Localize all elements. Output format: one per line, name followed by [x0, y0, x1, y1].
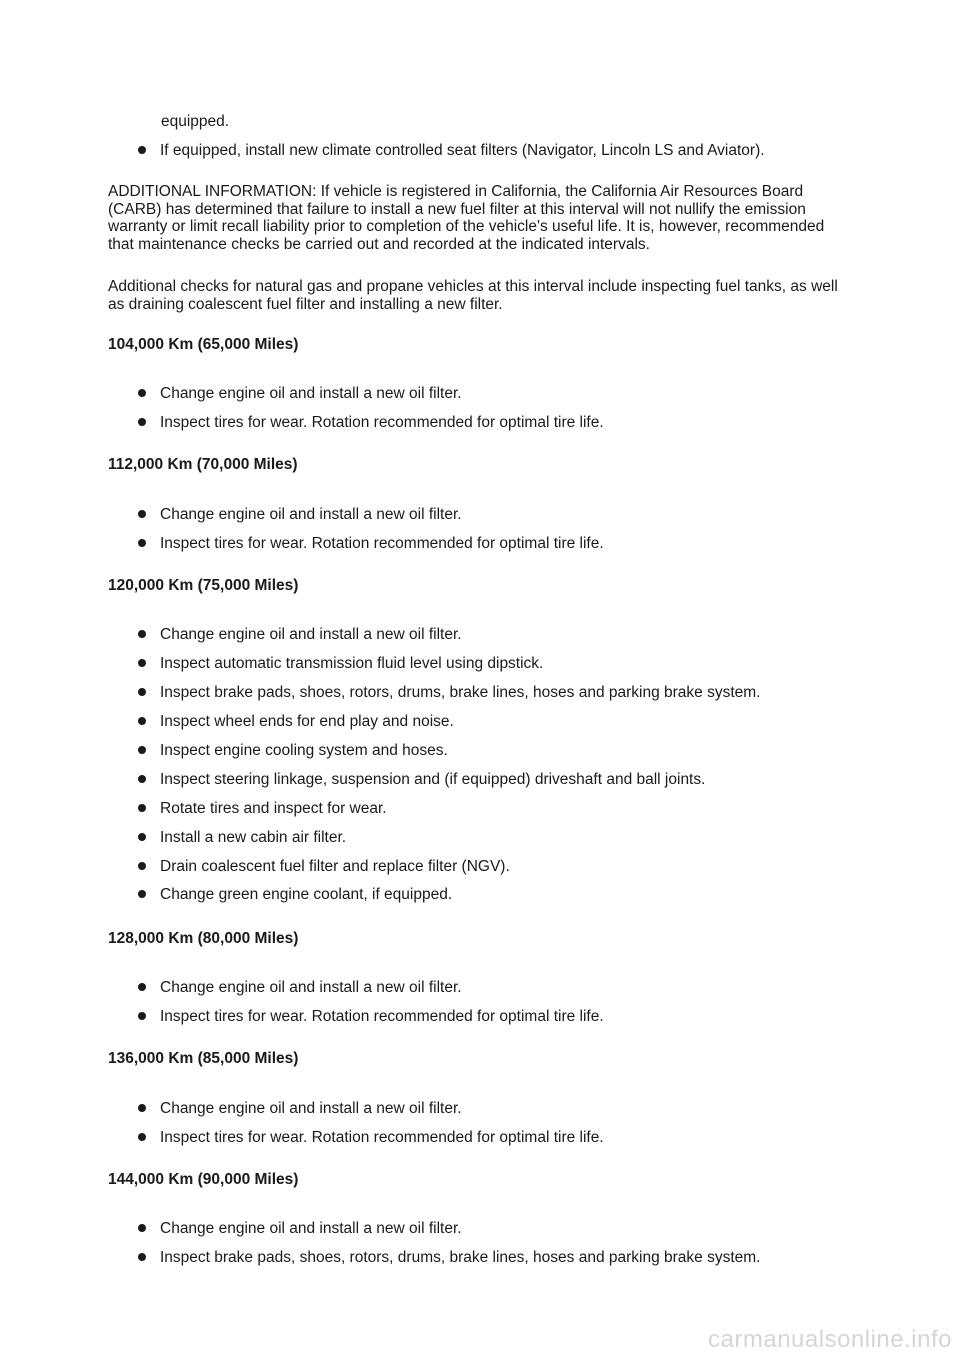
continued-text: equipped.: [161, 113, 230, 130]
section-heading: 144,000 Km (90,000 Miles): [108, 1171, 299, 1188]
list-item: [138, 885, 452, 905]
bullet-icon: [138, 146, 146, 154]
list-item: [138, 413, 604, 433]
section-heading: 112,000 Km (70,000 Miles): [108, 456, 298, 473]
list-item-text: Inspect automatic transmission fluid level using dipstick.: [160, 655, 544, 672]
additional-information-paragraph: ADDITIONAL INFORMATION: If vehicle is registered in California, the California Air Resources Board (CARB) has determined that failure to install a new fuel filter at this interval will not nullify the emission warranty or limit recall liability prior to completion of the vehicle's useful life. It is, however, recommended that maintenance checks be carried out and recorded at the indicated intervals.: [108, 183, 825, 253]
list-item-text: Drain coalescent fuel filter and replace filter (NGV).: [160, 858, 510, 875]
bullet-icon: [138, 630, 146, 638]
list-item: [138, 741, 448, 761]
list-item: [138, 1099, 462, 1119]
bullet-icon: [138, 1224, 146, 1232]
list-item: [138, 857, 510, 877]
list-item: [138, 978, 462, 998]
bullet-icon: [138, 775, 146, 783]
bullet-icon: [138, 890, 146, 898]
list-item: [138, 712, 454, 732]
list-item: [138, 799, 387, 819]
list-item-text: Change engine oil and install a new oil filter.: [160, 1100, 462, 1117]
bullet-icon: [138, 659, 146, 667]
list-item: [138, 141, 765, 161]
list-item-text: Change engine oil and install a new oil filter.: [160, 979, 462, 996]
list-item-text: Change engine oil and install a new oil filter.: [160, 385, 462, 402]
additional-checks-paragraph: Additional checks for natural gas and propane vehicles at this interval include inspecting fuel tanks, as well as draining coalescent fuel filter and installing a new filter.: [108, 278, 838, 313]
list-item-text: Change engine oil and install a new oil filter.: [160, 1220, 462, 1237]
section-heading: 120,000 Km (75,000 Miles): [108, 577, 299, 594]
bullet-icon: [138, 510, 146, 518]
section-heading: 136,000 Km (85,000 Miles): [108, 1050, 299, 1067]
list-item-text: Inspect engine cooling system and hoses.: [160, 742, 448, 759]
list-item: [138, 505, 462, 525]
list-item: [138, 1007, 604, 1027]
section-heading: 104,000 Km (65,000 Miles): [108, 336, 299, 353]
bullet-icon: [138, 804, 146, 812]
list-item-text: Install a new cabin air filter.: [160, 829, 347, 846]
list-item-text: Rotate tires and inspect for wear.: [160, 800, 387, 817]
bullet-icon: [138, 862, 146, 870]
bullet-icon: [138, 1253, 146, 1261]
list-item: [138, 654, 543, 674]
bullet-icon: [138, 1104, 146, 1112]
list-item-text: Inspect steering linkage, suspension and (if equipped) driveshaft and ball joints.: [160, 771, 706, 788]
bullet-icon: [138, 717, 146, 725]
list-item: [138, 534, 604, 554]
bullet-icon: [138, 389, 146, 397]
list-item-text: Inspect wheel ends for end play and noise.: [160, 713, 454, 730]
list-item-text: Inspect tires for wear. Rotation recommended for optimal tire life.: [160, 535, 604, 552]
list-item-text: Inspect tires for wear. Rotation recommended for optimal tire life.: [160, 1008, 604, 1025]
bullet-icon: [138, 983, 146, 991]
list-item-text: Change engine oil and install a new oil filter.: [160, 506, 462, 523]
watermark: carmanualsonline.info: [708, 1326, 952, 1353]
list-item: [138, 828, 346, 848]
list-item: [138, 1219, 462, 1239]
bullet-icon: [138, 833, 146, 841]
list-item: [138, 770, 705, 790]
list-item: [138, 384, 462, 404]
bullet-icon: [138, 1133, 146, 1141]
bullet-icon: [138, 418, 146, 426]
section-heading: 128,000 Km (80,000 Miles): [108, 930, 299, 947]
list-item-text: Inspect tires for wear. Rotation recommended for optimal tire life.: [160, 1129, 604, 1146]
list-item-text: Inspect brake pads, shoes, rotors, drums, brake lines, hoses and parking brake system.: [160, 1249, 761, 1266]
list-item-text: Change engine oil and install a new oil filter.: [160, 626, 462, 643]
bullet-icon: [138, 746, 146, 754]
list-item-text: If equipped, install new climate controlled seat filters (Navigator, Lincoln LS and Aviator).: [160, 142, 765, 159]
list-item: [138, 625, 462, 645]
bullet-icon: [138, 539, 146, 547]
bullet-icon: [138, 688, 146, 696]
bullet-icon: [138, 1012, 146, 1020]
list-item: [138, 1248, 761, 1268]
list-item: [138, 1128, 604, 1148]
list-item: [138, 683, 761, 703]
list-item-text: Inspect brake pads, shoes, rotors, drums, brake lines, hoses and parking brake system.: [160, 684, 761, 701]
list-item-text: Inspect tires for wear. Rotation recommended for optimal tire life.: [160, 414, 604, 431]
list-item-text: Change green engine coolant, if equipped.: [160, 886, 453, 903]
